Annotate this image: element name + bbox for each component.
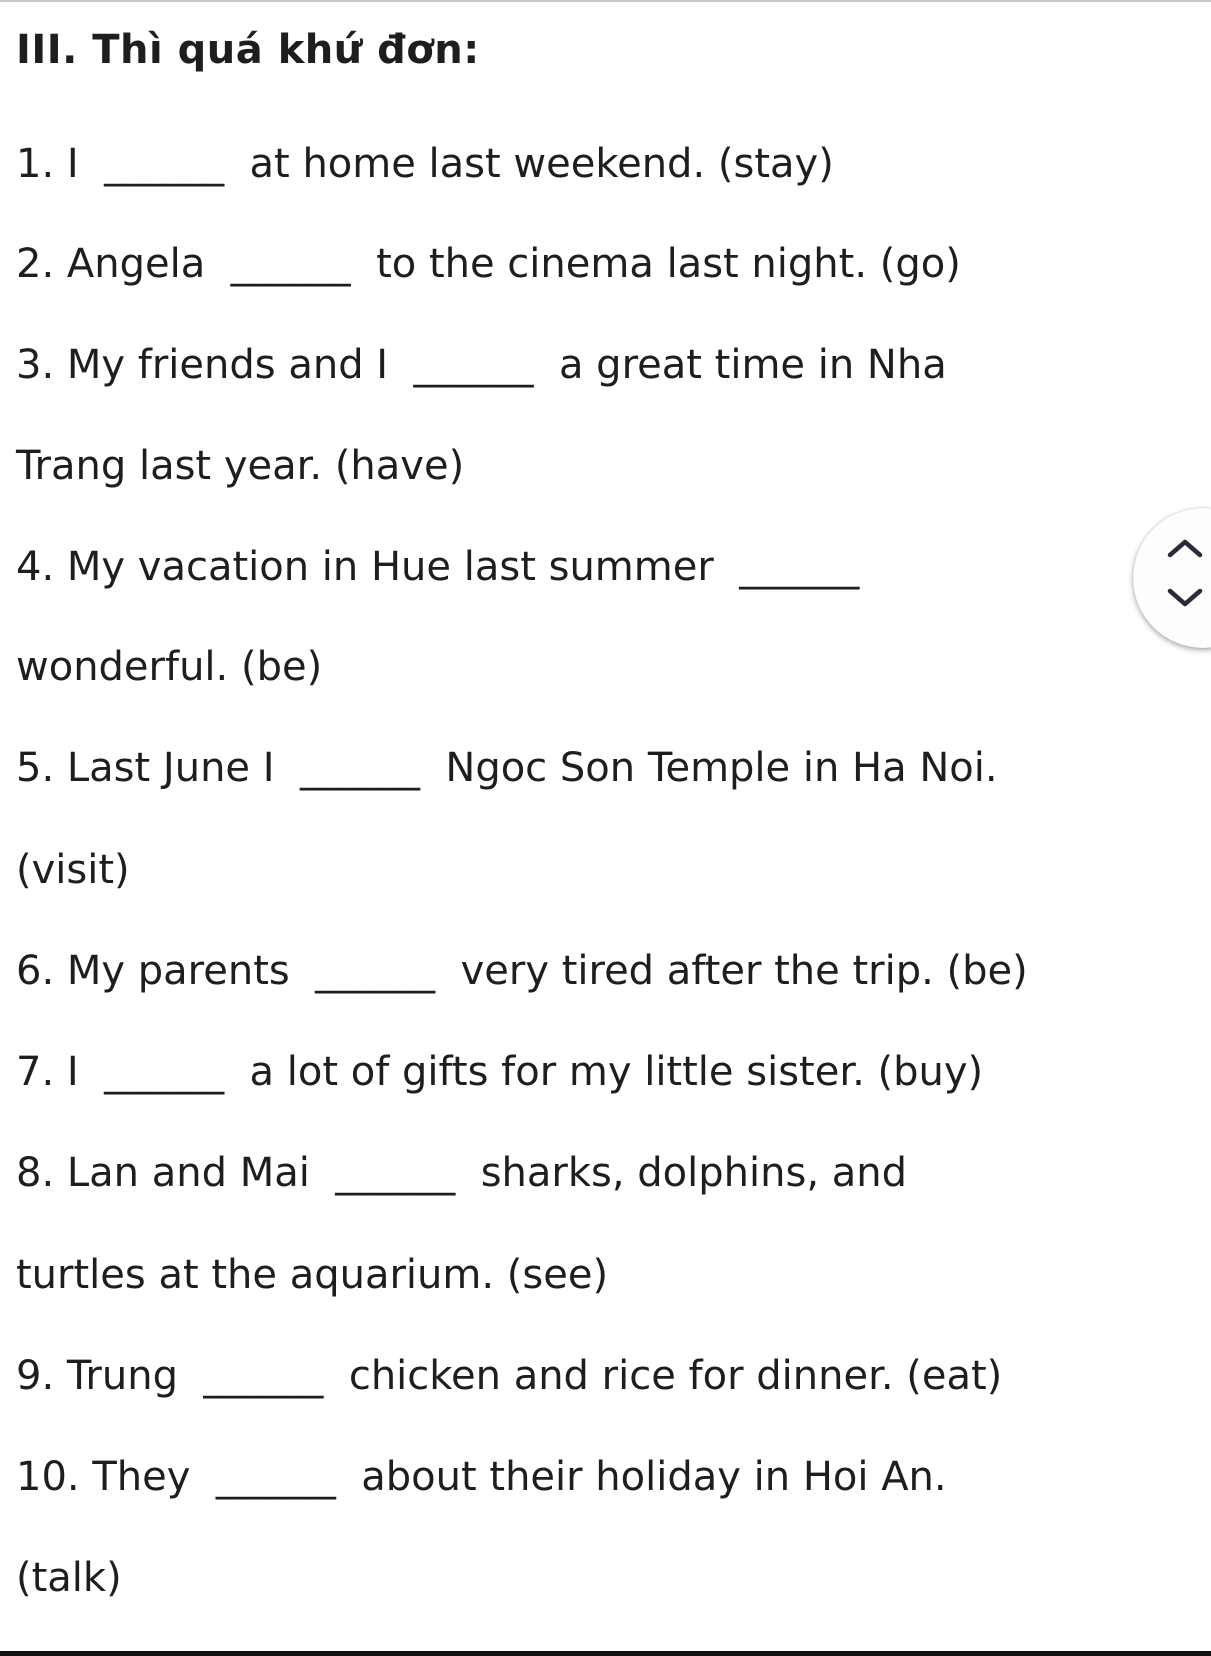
exercise-line-3b: Trang last year. (have) [16,443,465,489]
chevron-up-icon[interactable] [1167,538,1203,558]
exercise-line-5b: (visit) [16,847,130,893]
exercise-line-5a: 5. Last June I ______ Ngoc Son Temple in Ha Noi. [16,745,998,791]
exercise-line-1: 1. I ______ at home last weekend. (stay) [16,141,834,187]
bottom-divider [0,1651,1211,1656]
chevron-down-icon[interactable] [1167,588,1203,608]
exercise-line-4b: wonderful. (be) [16,644,323,690]
exercise-line-8a: 8. Lan and Mai ______ sharks, dolphins, and [16,1150,907,1196]
exercise-line-4a: 4. My vacation in Hue last summer ______ [16,544,860,590]
exercise-line-10a: 10. They ______ about their holiday in Hoi An. [16,1454,947,1500]
exercise-line-3a: 3. My friends and I ______ a great time in Nha [16,342,947,388]
exercise-line-9: 9. Trung ______ chicken and rice for dinner. (eat) [16,1353,1003,1399]
exercise-line-7: 7. I ______ a lot of gifts for my little sister. (buy) [16,1049,984,1095]
scroll-navigator[interactable] [1133,508,1211,648]
top-divider [0,0,1211,2]
exercise-line-6: 6. My parents ______ very tired after the trip. (be) [16,948,1028,994]
exercise-line-8b: turtles at the aquarium. (see) [16,1252,609,1298]
exercise-line-10b: (talk) [16,1555,122,1601]
exercise-line-2: 2. Angela ______ to the cinema last night. (go) [16,241,961,287]
section-heading: III. Thì quá khứ đơn: [16,27,480,73]
